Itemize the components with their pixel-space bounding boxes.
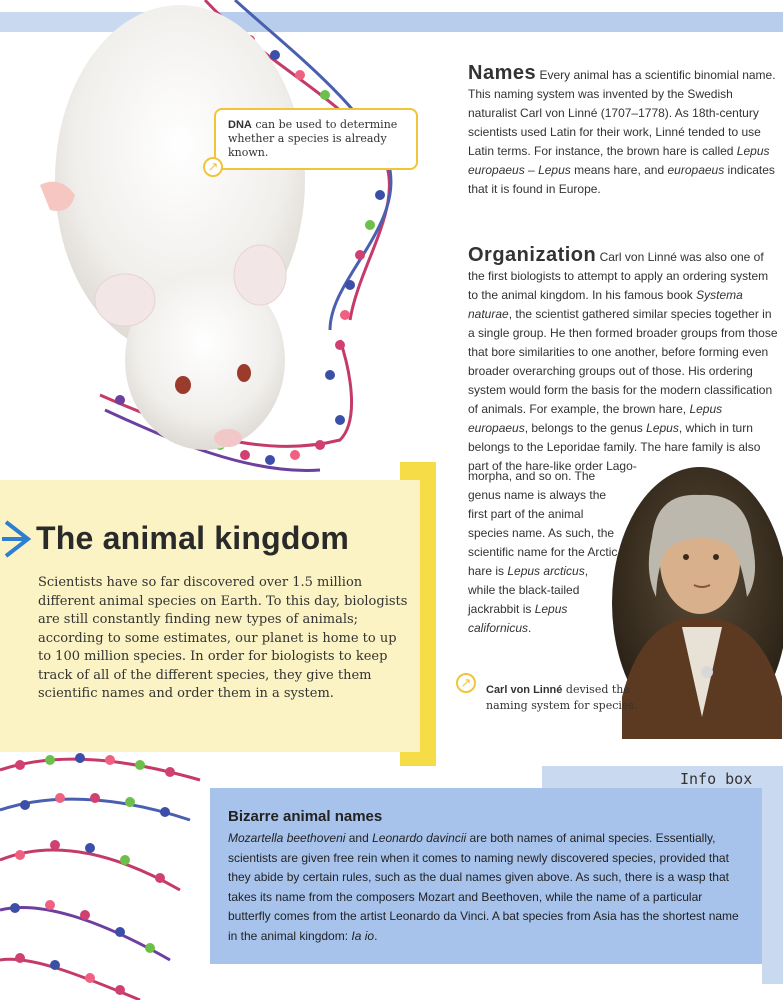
linne-caption-bold: Carl von Linné	[486, 684, 563, 696]
page-title: The animal kingdom	[36, 520, 349, 556]
organization-section	[468, 246, 780, 476]
chevron-right-icon	[2, 518, 36, 560]
names-text-3: means hare, and	[570, 163, 668, 177]
organization-title: Organization	[468, 244, 597, 266]
dna-photo-bottom	[0, 740, 215, 1000]
organization-italic-1: Systema naturae	[468, 288, 743, 321]
names-text-2: –	[524, 163, 539, 177]
info-text-3: .	[374, 928, 378, 943]
linne-caption	[486, 682, 646, 714]
names-text-4: indicates that it is found in Europe.	[468, 163, 775, 196]
names-section	[468, 64, 780, 199]
info-box-label: Info box	[680, 770, 753, 788]
organization-text-4: , which in turn belongs to the Leporidae family. The hare family is also part of the hare-like order Lago-	[468, 421, 761, 473]
organization-continued	[468, 467, 618, 638]
dna-caption-text: can be used to determine whether a species is already known.	[228, 118, 398, 159]
organization-text-2: , the scientist gathered similar species together in a single group. He then formed broader groups from those that bore similarities to one another, before forming even broader overarching groups out of those. His ordering system would form the basis for the modern classification of animals. For example, the brown hare,	[468, 307, 778, 416]
info-italic-1: Mozartella beethoveni	[228, 831, 346, 845]
names-italic-2: Lepus	[538, 163, 571, 177]
mouse-dna-photo	[0, 0, 440, 480]
organization-narrow-1: morpha, and so on. The genus name is always the first part of the animal species name. As such, the scientific name for the Arctic hare is	[468, 469, 618, 578]
info-box	[210, 788, 762, 964]
info-text-1: and	[345, 831, 373, 845]
organization-narrow-italic-2: Lepus californicus	[468, 602, 568, 635]
names-text: Every animal has a scientific binomial name. This naming system was invented by the Swedish naturalist Carl von Linné (1707–1778). As 18th-century scientists used Latin for their work, Linné tended to use Latin terms. For instance, the brown hare is called	[468, 68, 776, 158]
linne-caption-text: devised the naming system for species.	[486, 683, 638, 712]
info-box-side	[762, 788, 783, 984]
dna-caption	[214, 108, 418, 170]
info-box-text	[228, 829, 744, 946]
names-italic-3: europaeus	[667, 163, 725, 177]
organization-narrow-3: .	[528, 621, 532, 635]
info-italic-2: Leonardo davincii	[372, 831, 467, 845]
names-italic-1: Lepus europaeus	[468, 144, 770, 177]
arrow-circle-icon: ↗	[203, 157, 223, 177]
info-italic-3: Ia io	[351, 928, 375, 943]
arrow-circle-icon-2: ↗	[456, 673, 476, 693]
dna-caption-bold: DNA	[228, 119, 252, 131]
organization-text: Carl von Linné was also one of the first biologists to attempt to apply an ordering system to the animal kingdom. In his famous book	[468, 250, 769, 302]
organization-italic-3: Lepus	[646, 421, 679, 435]
info-text-2: are both names of animal species. Essentially, scientists are given free rein when it comes to naming newly discovered species, provided that they abide by certain rules, such as the dual names given above. As such, there is a wasp that takes its name from the composers Mozart and Beethoven, while the name of a particular butterfly comes from the artist Leonardo da Vinci. A bat species from Asia has the shortest name in the animal kingdom:	[228, 831, 739, 943]
organization-narrow-2: , while the black-tailed jackrabbit is	[468, 564, 589, 616]
mouse	[40, 5, 305, 450]
names-title: Names	[468, 62, 537, 84]
info-box-title: Bizarre animal names	[228, 808, 383, 825]
organization-italic-2: Lepus europaeus	[468, 402, 723, 435]
organization-text-3: , belongs to the genus	[524, 421, 647, 435]
intro-text: Scientists have so far discovered over 1.5 million different animal species on Earth. To this day, biologists are still constantly finding new types of animals; according to some estimates, our planet is home to up to 100 million species. In order for biologists to keep track of all of the different species, they give them scientific names and order them in a system.	[38, 575, 408, 701]
organization-narrow-italic-1: Lepus arcticus	[507, 564, 585, 578]
